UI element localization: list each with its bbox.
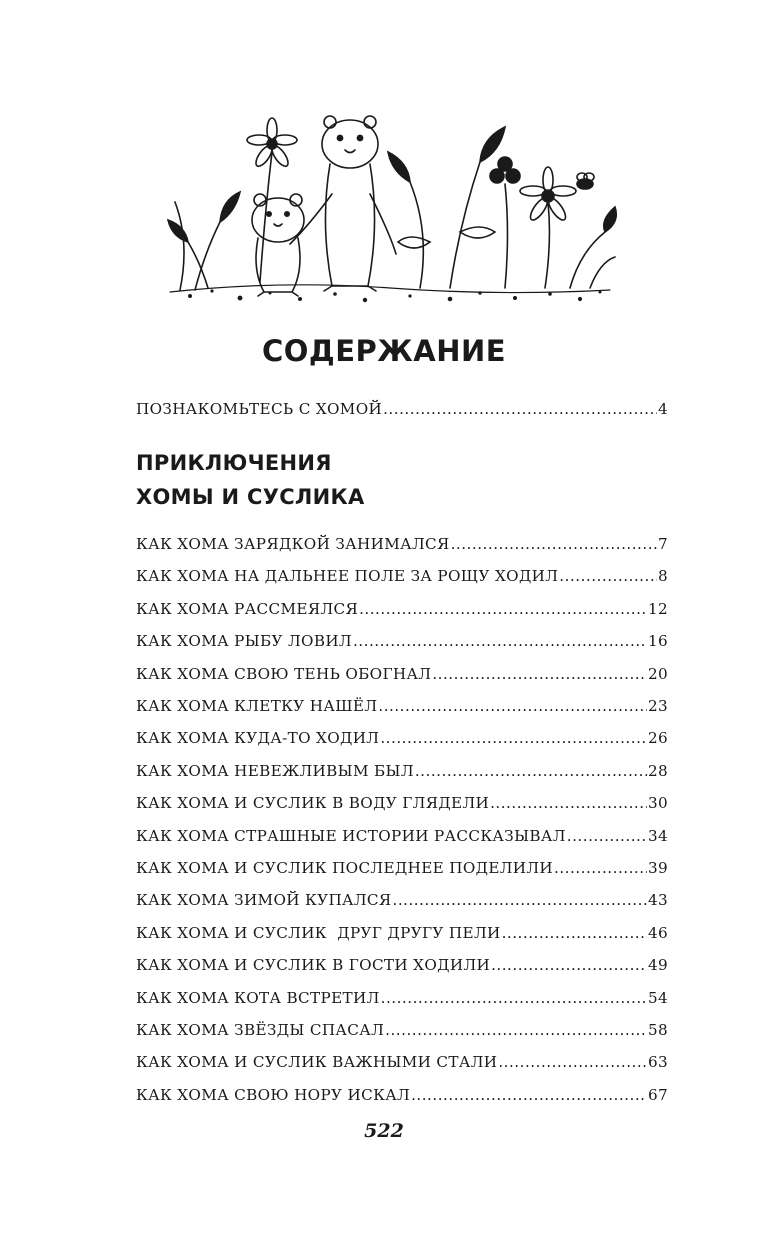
toc-entry-title: ПОЗНАКОМЬТЕСЬ С ХОМОЙ: [136, 400, 383, 418]
toc-entry-title: КАК ХОМА КУДА-ТО ХОДИЛ: [136, 729, 380, 748]
toc-entry[interactable]: [136, 756, 668, 782]
toc-entry-page: 34: [647, 826, 668, 845]
toc-entry-title: КАК ХОМА ЗАРЯДКОЙ ЗАНИМАЛСЯ: [136, 535, 450, 553]
toc-entry-title: КАК ХОМА СТРАШНЫЕ ИСТОРИИ РАССКАЗЫВАЛ: [136, 826, 566, 845]
toc-entry[interactable]: [136, 659, 668, 685]
toc-leader-dots: [393, 889, 647, 911]
toc-leader-dots: [559, 565, 657, 587]
toc-leader-dots: [567, 825, 647, 847]
toc-entry-page: 23: [647, 697, 668, 715]
toc-entry-title: КАК ХОМА И СУСЛИК В ВОДУ ГЛЯДЕЛИ: [136, 794, 490, 813]
toc-entry-page: 7: [657, 535, 668, 553]
toc-entry-title: КАК ХОМА ЗИМОЙ КУПАЛСЯ: [136, 891, 392, 910]
toc-entry[interactable]: [136, 885, 668, 911]
toc-entry-page: 26: [647, 729, 668, 748]
toc-leader-dots: [359, 598, 647, 620]
toc-entry-title: КАК ХОМА СВОЮ НОРУ ИСКАЛ: [136, 1085, 411, 1104]
toc-leader-dots: [385, 1019, 647, 1041]
toc-entry[interactable]: [136, 983, 668, 1009]
toc-entry-page: 28: [647, 761, 668, 780]
toc-entry-page: 43: [647, 891, 668, 910]
toc-entry-page: 54: [647, 988, 668, 1007]
toc-leader-dots: [378, 695, 647, 717]
toc-entry-title: КАК ХОМА И СУСЛИК ВАЖНЫМИ СТАЛИ: [136, 1053, 498, 1072]
toc-entry[interactable]: [136, 950, 668, 976]
toc-entry-page: 39: [647, 859, 668, 877]
toc-entry[interactable]: [136, 723, 668, 749]
toc-entry-title: КАК ХОМА И СУСЛИК В ГОСТИ ХОДИЛИ: [136, 956, 491, 975]
toc-entry[interactable]: [136, 853, 668, 879]
toc-leader-dots: [554, 857, 647, 879]
toc-entry[interactable]: [136, 821, 668, 847]
toc-entry[interactable]: [136, 561, 668, 587]
toc-entry-page: 63: [647, 1053, 668, 1072]
toc-entry[interactable]: [136, 918, 668, 944]
toc-entry-title: КАК ХОМА КОТА ВСТРЕТИЛ: [136, 988, 380, 1007]
section-heading-line: ПРИКЛЮЧЕНИЯ: [136, 451, 332, 475]
toc-entry-page: 46: [647, 923, 668, 942]
toc-entry-title: КАК ХОМА СВОЮ ТЕНЬ ОБОГНАЛ: [136, 664, 432, 683]
page-number: 522: [364, 1120, 404, 1142]
toc-entry-page: 16: [647, 632, 668, 651]
toc-entry-title: КАК ХОМА НА ДАЛЬНЕЕ ПОЛЕ ЗА РОЩУ ХОДИЛ: [136, 567, 559, 586]
toc-leader-dots: [381, 987, 647, 1009]
toc-entry[interactable]: [136, 594, 668, 620]
toc-leader-dots: [383, 398, 657, 420]
page-title: СОДЕРЖАНИЕ: [261, 334, 507, 368]
toc-entry[interactable]: [136, 1080, 668, 1106]
toc-entry-title: КАК ХОМА И СУСЛИК ПОСЛЕДНЕЕ ПОДЕЛИЛИ: [136, 859, 554, 877]
toc-leader-dots: [411, 1084, 647, 1106]
toc-leader-dots: [451, 533, 657, 555]
toc-entry[interactable]: [136, 788, 668, 814]
toc-entry[interactable]: [136, 1015, 668, 1041]
toc-entry-title: КАК ХОМА ЗВЁЗДЫ СПАСАЛ: [136, 1021, 385, 1039]
toc-leader-dots: [380, 727, 647, 749]
toc-entry-page: 12: [647, 599, 668, 618]
toc-entry-page: 4: [657, 400, 668, 418]
toc-leader-dots: [415, 760, 647, 782]
toc-entry-page: 67: [647, 1085, 668, 1104]
section-heading: [136, 446, 365, 514]
toc-entry[interactable]: [136, 626, 668, 652]
toc-leader-dots: [491, 954, 647, 976]
toc-leader-dots: [498, 1051, 647, 1073]
toc-entry-title: КАК ХОМА РАССМЕЯЛСЯ: [136, 599, 359, 618]
toc-leader-dots: [490, 792, 647, 814]
toc-entry-page: 8: [657, 567, 668, 586]
toc-entry-title: КАК ХОМА И СУСЛИК ДРУГ ДРУГУ ПЕЛИ: [136, 923, 501, 942]
toc-entry-page: 58: [647, 1021, 668, 1039]
toc-entry-title: КАК ХОМА РЫБУ ЛОВИЛ: [136, 632, 352, 651]
toc-entry[interactable]: [136, 529, 668, 555]
toc-entry-page: 20: [647, 664, 668, 683]
toc-entry[interactable]: [136, 1047, 668, 1073]
toc-entry-page: 49: [647, 956, 668, 975]
toc-entry-page: 30: [647, 794, 668, 813]
toc-leader-dots: [432, 663, 647, 685]
toc-entry-title: КАК ХОМА КЛЕТКУ НАШЁЛ: [136, 697, 378, 715]
hamsters-and-flowers-illustration: [160, 92, 620, 314]
section-heading-line: ХОМЫ И СУСЛИКА: [136, 485, 365, 509]
toc-leader-dots: [353, 630, 647, 652]
toc-entry-intro[interactable]: [136, 394, 668, 420]
toc-entry[interactable]: [136, 691, 668, 717]
toc-leader-dots: [502, 922, 647, 944]
toc-entry-title: КАК ХОМА НЕВЕЖЛИВЫМ БЫЛ: [136, 761, 414, 780]
